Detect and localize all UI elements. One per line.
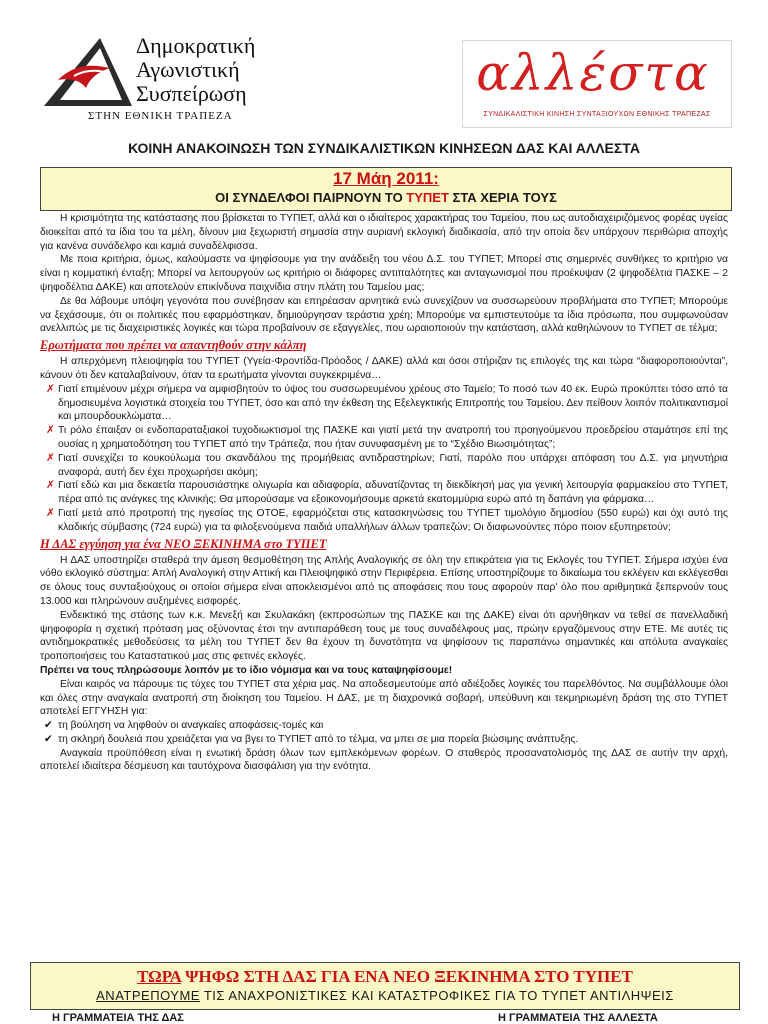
- section-heading-questions: Ερωτήματα που πρέπει να απαντηθούν στην κάλπη: [40, 338, 307, 353]
- das-bird-triangle-icon: [40, 34, 132, 108]
- check-mark-icon: ✔: [44, 733, 53, 745]
- question-item: ✗ Γιατί συνεχίζει το κουκούλωμα του σκανδάλου της προμήθειας αντιδραστηρίων; Γιατί, παρόλο που υπάρχει απόφαση του Δ.Σ. για μηνυτήρια αναφορά, αυτή δεν έχει προχωρήσει ακόμη;: [46, 452, 728, 478]
- allesta-logo-word: αλλέστα: [476, 44, 710, 102]
- das-paragraph-2: Ενδεικτικό της στάσης των κ.κ. Μενεξή και Σκυλακάκη (εκπροσώπων της ΠΑΣΚΕ και της ΔΑΚΕ) είναι ότι αρνήθηκαν να τεθεί σε πανελλαδική ψηφοφορία η σχετική πρόταση μας οξύνοντας έτσι την αντιπαράθεση τους με τους συναδέλφους μας, πρώην εργαζόμενους στην ΕΤΕ. Με αυτές τις αντιδημοκρατικές μεθοδεύσεις τα μέλη του ΤΥΠΕΤ δεν θα έχουν τη δυνατότητα να ψηφίσουν τις παραπάνω σημαντικές και απόλυτα αναγκαίες τροποποιήσεις του Καταστατικού μας στις φετινές εκλογές.: [40, 609, 728, 663]
- document-title: ΚΟΙΝΗ ΑΝΑΚΟΙΝΩΣΗ ΤΩΝ ΣΥΝΔΙΚΑΛΙΣΤΙΚΩΝ ΚΙΝΗΣΕΩΝ ΔΑΣ ΚΑΙ ΑΛΛΕΣΤΑ: [128, 140, 640, 156]
- cross-bullet-icon: ✗: [46, 507, 55, 519]
- slogan-overturn: ΑΝΑΤΡΕΠΟΥΜΕ: [96, 988, 200, 1003]
- letterhead: [0, 0, 768, 140]
- question-item: ✗ Γιατί εδώ και μια δεκαετία παρουσιάστηκε ολιγωρία και αδιαφορία, αδυνατίζοντας τη διεκδίκησή μας για γενική λειτουργία φαρμακείου στο ΤΥΠΕΤ, πέρα από τις ανάγκες της κλινικής; Θα μπορούσαμε να εξοικονομήσουμε αρκετά εκατομμύρια ευρώ από τη δαπάνη για φάρμακα…: [46, 480, 728, 506]
- das-logo-subtitle: ΣΤΗΝ ΕΘΝΙΚΗ ΤΡΑΠΕΖΑ: [88, 110, 233, 122]
- allesta-logo: [462, 40, 732, 128]
- das-paragraph-1: Η ΔΑΣ υποστηρίζει σταθερά την άμεση θεσμοθέτηση της Απλής Αναλογικής σε όλη την επικράτεια για τις Εκλογές του ΤΥΠΕΤ. Σήμερα ισχύει ένα νόθο εκλογικό σύστημα: Απλή Αναλογική στην Αττική και Πλειοψηφικό στην Περιφέρεια. Επίσης υποστηρίζουμε το δικαίωμα του εκλέγειν και εκλέγεσθαι σε όλους τους συνταξιούχους οι οποίοι σήμερα είναι αποκλεισμένοι από τις αποφάσεις που τους αφορούν παρ' όλο που αριθμητικά ξεπερνούν τους 13.000 και πληρώνουν αυξημένες εισφορές.: [40, 554, 728, 607]
- question-item: ✗ Γιατί μετά από προτροπή της ηγεσίας της ΟΤΟΕ, εφαρμόζεται στις κατασκηνώσεις του ΤΥΠΕΤ τιμολόγιο δημοσίου (550 ευρώ) και όχι αυτό της κλαδικής σύμβασης (724 ευρώ) για τα φιλοξενούμενα παιδιά υπαλλήλων άλλων τραπεζών; Οι διαφωνούντες πόρο ποιον εξυπηρετούν;: [46, 507, 728, 533]
- intro-paragraph-1: Η κρισιμότητα της κατάστασης που βρίσκεται το ΤΥΠΕΤ, αλλά και ο ιδιαίτερος χαρακτήρας του Ταμείου, που ως αυτοδιαχειριζόμενος φορέας υγείας διοικείται από τα ίδια του τα μέλη, δίνουν μια ξεχωριστή σημασία στην αυριανή εκλογική διαδικασία, από την οποία δεν υπάρχουν περιθώρια αποχής για κανένα συνάδελφο και καμιά συναδέλφισσα.: [40, 213, 728, 252]
- intro-paragraph-3: Δε θα λάβουμε υπόψη γεγονότα που συνέβησαν και επηρέασαν αρνητικά ενώ συνεχίζουν να συσσωρεύουν προβλήματα στο ΤΥΠΕΤ; Μπορούμε να ξεχάσουμε, ότι οι πολιτικές που εφαρμόστηκαν, δημιούργησαν τεράστια χρέη; Μπορούμε να εμπιστευτούμε τα ίδια πρόσωπα, που συμφωνούσαν ανελλιπώς με τις διαχειριστικές λογικές και τώρα προβαίνουν σε εξαγγελίες, που ωραιοποιούν την κατάσταση, αλλά καθηλώνουν το ΤΥΠΕΤ σε τέλμα;: [40, 295, 728, 335]
- slogan-now: ΤΩΡΑ: [137, 967, 181, 986]
- allesta-logo-subtitle: ΣΥΝΔΙΚΑΛΙΣΤΙΚΗ ΚΙΝΗΣΗ ΣΥΝΤΑΞΙΟΥΧΩΝ ΕΘΝΙΚΗΣ ΤΡΑΠΕΖΑΣ: [483, 111, 711, 118]
- question-item: ✗ Γιατί επιμένουν μέχρι σήμερα να αμφισβητούν το ύψος του συσσωρευμένου χρέους στο Ταμείο; Το ποσό των 40 εκ. Ευρώ προκύπτει τόσο από τα δημοσιευμένα λογιστικά στοιχεία του ΤΥΠΕΤ, όσο και από την έκθεση της Εξελεγκτικής Επιτροπής του Ταμείου. Δεν πείθουν λοιπόν πολιτικαντισμοί και μπουρδουκλώματα…: [46, 383, 728, 423]
- das-logo-line-3: Συσπείρωση: [136, 81, 247, 106]
- intro-paragraph-2: Με ποια κριτήρια, όμως, καλούμαστε να ψηφίσουμε για την ανάδειξη του νέου Δ.Σ. του ΤΥΠΕΤ; Μπορεί στις σημερινές συνθήκες το κριτήριο να είναι η κομματική ένταξη; Μπορεί να λειτουργούν ως κριτήριο οι διάφορες αντιπαλότητες και ανταγωνισμοί που προέκυψαν (2 ψηφοδέλτια ΠΑΣΚΕ – 2 ψηφοδέλτια ΔΑΚΕ) και αποτελούν επικίνδυνα παιχνίδια στην πλάτη του Ταμείου μας;: [40, 254, 728, 293]
- das-logo: [40, 34, 310, 124]
- slogan-line-1: ΤΩΡΑ ΨΗΦΩ ΣΤΗ ΔΑΣ ΓΙΑ ΕΝΑ ΝΕΟ ΞΕΚΙΝΗΜΑ ΣΤΟ ΤΥΠΕΤ: [137, 967, 633, 986]
- cross-bullet-icon: ✗: [46, 480, 55, 492]
- das-logo-line-1: Δημοκρατική: [136, 33, 256, 58]
- date-label: 17 Μάη 2011:: [333, 169, 439, 188]
- das-paragraph-4: Είναι καιρός να πάρουμε τις τύχες του ΤΥΠΕΤ στα χέρια μας. Να αποδεσμευτούμε από αδιέξοδες λογικές του παρελθόντος. Να συμβάλλουμε όλοι και όλες στην αναγκαία ανατροπή στη διοίκηση του Ταμείου. Η ΔΑΣ, με τη διαχρονικά σοβαρή, υπεύθυνη και τεκμηριωμένη δράση της στο ΤΥΠΕΤ αποτελεί ΕΓΓΥΗΣΗ για:: [40, 678, 728, 718]
- slogan-line-2: ΑΝΑΤΡΕΠΟΥΜΕ ΤΙΣ ΑΝΑΧΡΟΝΙΣΤΙΚΕΣ ΚΑΙ ΚΑΤΑΣΤΡΟΦΙΚΕΣ ΓΙΑ ΤΟ ΤΥΠΕΤ ΑΝΤΙΛΗΨΕΙΣ: [96, 988, 674, 1003]
- das-call-to-vote: Πρέπει να τους πληρώσουμε λοιπόν με το ίδιο νόμισμα και να τους καταψηφίσουμε!: [40, 664, 453, 676]
- headline-highlight: ΤΥΠΕΤ: [406, 190, 449, 205]
- body-text: [40, 212, 728, 774]
- guarantee-item: ✔ τη σκληρή δουλειά που χρειάζεται για να βγει το ΤΥΠΕΤ από το τέλμα, να μπει σε μια πορεία βιώσιμης ανάπτυξης.: [44, 733, 579, 745]
- check-mark-icon: ✔: [44, 720, 53, 732]
- cross-bullet-icon: ✗: [46, 383, 55, 395]
- cross-bullet-icon: ✗: [46, 452, 55, 464]
- date-headline-box: [40, 167, 732, 211]
- guarantee-item: ✔ τη βούληση να ληφθούν οι αναγκαίες αποφάσεις-τομές και: [44, 720, 324, 732]
- question-item: ✗ Τι ρόλο έπαιξαν οι ενδοπαραταξιακοί τυχοδιωκτισμοί της ΠΑΣΚΕ και γιατί μετά την ανατροπή του προηγούμενου προεδρείου σταμάτησε επί της ουσίας η χρηματοδότηση του ΤΥΠΕΤ από την Τράπεζα, που ήταν συνυφασμένη με το “Σχέδιο Βιωσιμότητας”;: [46, 425, 728, 450]
- signature-das: Η ΓΡΑΜΜΑΤΕΙΑ ΤΗΣ ΔΑΣ: [52, 1012, 184, 1024]
- das-paragraph-5: Αναγκαία προϋπόθεση είναι η ενωτική δράση όλων των εμπλεκόμενων φορέων. Ο σταθερός προσανατολισμός της ΔΑΣ σε αυτήν την αρχή, αποτελεί ιδιαίτερα δέσμευση και ταυτόχρονα διασφάλιση για την ενότητα.: [40, 747, 728, 773]
- cross-bullet-icon: ✗: [46, 425, 55, 437]
- slogan-box: [30, 962, 740, 1010]
- das-logo-line-2: Αγωνιστική: [136, 57, 240, 82]
- questions-intro: Η απερχόμενη πλειοψηφία του ΤΥΠΕΤ (Υγεία-Φροντίδα-Πρόοδος / ΔΑΚΕ) αλλά και όσοι στήριζαν τις επιλογές της και τώρα “διαφοροποιούνται”, κάνουν ότι δεν καταλαβαίνουν, όταν τα ερωτήματα γίνονται συγκεκριμένα…: [40, 356, 728, 381]
- headline: ΟΙ ΣΥΝΔΕΛΦΟΙ ΠΑΙΡΝΟΥΝ ΤΟ ΤΥΠΕΤ ΣΤΑ ΧΕΡΙΑ ΤΟΥΣ: [215, 190, 557, 205]
- section-heading-das: Η ΔΑΣ εγγύηση για ένα ΝΕΟ ΞΕΚΙΝΗΜΑ στο ΤΥΠΕΤ: [40, 536, 327, 551]
- signature-allesta: Η ΓΡΑΜΜΑΤΕΙΑ ΤΗΣ ΑΛΛΕΣΤΑ: [498, 1012, 658, 1024]
